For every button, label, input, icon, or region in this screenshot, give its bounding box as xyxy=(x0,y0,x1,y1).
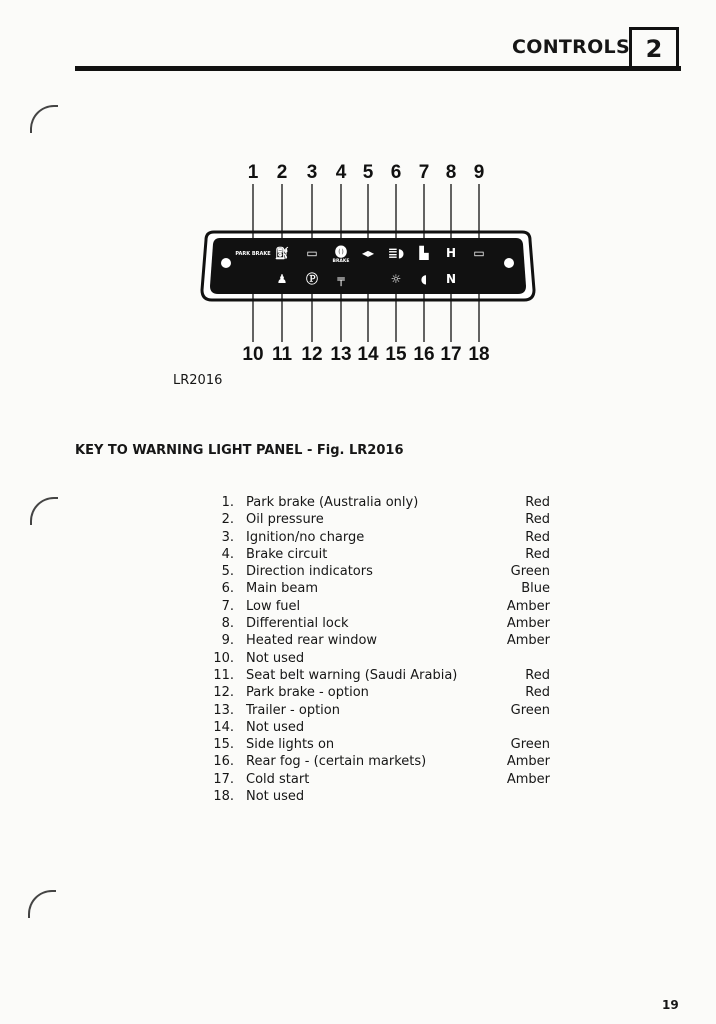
heated-rear-window-icon: ▭ xyxy=(473,246,485,260)
key-item-number: 14. xyxy=(213,719,234,735)
key-item-label: Not used xyxy=(246,719,305,735)
battery-icon: ▭ xyxy=(306,246,318,260)
bottom-callout-number: 10 xyxy=(242,344,264,365)
key-item-color: Amber xyxy=(506,598,550,614)
key-item-label: Not used xyxy=(246,789,305,805)
rear-fog-icon: ◖ xyxy=(420,272,428,286)
key-item xyxy=(200,529,560,546)
bottom-callout-number: 11 xyxy=(271,344,293,365)
figure-reference: LR2016 xyxy=(173,373,223,388)
key-item xyxy=(200,632,560,649)
screw-icon xyxy=(504,258,514,268)
key-item xyxy=(200,667,560,684)
key-item-color: Green xyxy=(510,737,550,753)
key-item-color: Red xyxy=(525,685,550,701)
key-item xyxy=(200,563,560,580)
direction-arrows-icon: ◂▸ xyxy=(361,246,375,260)
key-item-label: Seat belt warning (Saudi Arabia) xyxy=(246,667,458,683)
binder-hole-mark xyxy=(30,497,58,525)
key-item-color: Green xyxy=(510,564,550,580)
key-item-number: 2. xyxy=(221,512,234,528)
key-list xyxy=(200,494,560,805)
top-callout-number: 6 xyxy=(390,162,402,183)
key-item-number: 9. xyxy=(221,633,234,649)
top-callout-number: 1 xyxy=(247,162,259,183)
key-item-label: Side lights on xyxy=(246,737,335,753)
bottom-callout-number: 13 xyxy=(330,344,352,365)
key-item-color: Red xyxy=(525,546,550,562)
key-item xyxy=(200,736,560,753)
cold-start-icon: N xyxy=(445,272,457,286)
key-item-number: 11. xyxy=(213,667,234,683)
key-item-number: 1. xyxy=(221,495,234,510)
key-item-color: Red xyxy=(525,512,550,528)
key-item xyxy=(200,598,560,615)
key-item-color: Amber xyxy=(506,771,550,787)
key-item-label: Park brake - option xyxy=(246,685,369,701)
key-item-number: 4. xyxy=(221,546,234,562)
top-callout-number: 7 xyxy=(418,162,430,183)
diff-lock-icon: H xyxy=(445,246,457,260)
park-brake-label: PARK BRAKE xyxy=(235,251,271,257)
section-number-box: 2 xyxy=(629,27,679,71)
key-item-label: Park brake (Australia only) xyxy=(246,495,419,510)
key-item-number: 8. xyxy=(221,616,234,632)
binder-hole-mark xyxy=(28,890,56,918)
key-item xyxy=(200,650,560,667)
key-item-number: 17. xyxy=(213,771,234,787)
key-heading: KEY TO WARNING LIGHT PANEL - Fig. LR2016 xyxy=(75,443,404,458)
top-callout-number: 8 xyxy=(445,162,457,183)
section-title: CONTROLS xyxy=(512,36,630,58)
key-item-number: 5. xyxy=(221,564,234,580)
page-number: 19 xyxy=(662,998,679,1012)
key-item xyxy=(200,702,560,719)
key-item xyxy=(200,771,560,788)
key-item-label: Trailer - option xyxy=(246,702,340,718)
key-item xyxy=(200,719,560,736)
key-item-label: Direction indicators xyxy=(246,564,373,580)
key-item-label: Ignition/no charge xyxy=(246,529,365,545)
top-callout-number: 4 xyxy=(335,162,347,183)
key-item xyxy=(200,580,560,597)
brake-circuit-icon: ⓿ xyxy=(334,245,348,259)
main-beam-icon: ≣◗ xyxy=(387,246,405,260)
bottom-callout-number: 18 xyxy=(468,344,490,365)
park-brake-p-icon: Ⓟ xyxy=(305,272,319,286)
side-lights-icon: ☼ xyxy=(390,272,402,286)
key-item-number: 13. xyxy=(213,702,234,718)
key-item xyxy=(200,494,560,511)
bottom-callout-number: 14 xyxy=(357,344,379,365)
key-item-label: Low fuel xyxy=(246,598,301,614)
key-item-color: Red xyxy=(525,667,550,683)
key-item-color: Red xyxy=(525,495,550,510)
trailer-icon: ╤ xyxy=(337,272,345,286)
key-item-label: Differential lock xyxy=(246,616,349,632)
key-item-color: Amber xyxy=(506,616,550,632)
brake-label: BRAKE xyxy=(332,259,350,264)
key-item-color: Amber xyxy=(506,754,550,770)
key-item-label: Main beam xyxy=(246,581,319,597)
key-item-color: Green xyxy=(510,702,550,718)
key-item xyxy=(200,788,560,805)
key-item xyxy=(200,511,560,528)
bottom-callout-number: 15 xyxy=(385,344,407,365)
key-item-number: 6. xyxy=(221,581,234,597)
warning-light-panel-figure xyxy=(0,0,716,400)
key-item xyxy=(200,615,560,632)
oil-can-icon: ⛽︎ xyxy=(274,246,290,260)
fuel-pump-icon: ▙ xyxy=(419,246,429,260)
key-item-label: Oil pressure xyxy=(246,512,324,528)
key-item-number: 7. xyxy=(221,598,234,614)
key-item-color: Red xyxy=(525,529,550,545)
key-item-number: 15. xyxy=(213,737,234,753)
key-item-label: Rear fog - (certain markets) xyxy=(246,754,427,770)
key-item xyxy=(200,546,560,563)
key-item xyxy=(200,753,560,770)
key-item-label: Brake circuit xyxy=(246,546,328,562)
key-item-number: 10. xyxy=(213,650,234,666)
key-item-number: 18. xyxy=(213,789,234,805)
seat-belt-icon: ♟ xyxy=(276,272,288,286)
bottom-callout-number: 12 xyxy=(301,344,323,365)
bottom-callout-number: 17 xyxy=(440,344,462,365)
top-callout-number: 3 xyxy=(306,162,318,183)
screw-icon xyxy=(221,258,231,268)
key-item-color: Blue xyxy=(521,581,550,597)
top-callout-number: 5 xyxy=(362,162,374,183)
key-item xyxy=(200,684,560,701)
key-item-number: 12. xyxy=(213,685,234,701)
key-item-label: Heated rear window xyxy=(246,633,378,649)
top-callout-number: 2 xyxy=(276,162,288,183)
bottom-callout-number: 16 xyxy=(413,344,435,365)
key-item-number: 3. xyxy=(221,529,234,545)
key-item-label: Cold start xyxy=(246,771,310,787)
key-item-color: Amber xyxy=(506,633,550,649)
key-item-label: Not used xyxy=(246,650,305,666)
top-callout-number: 9 xyxy=(473,162,485,183)
key-item-number: 16. xyxy=(213,754,234,770)
